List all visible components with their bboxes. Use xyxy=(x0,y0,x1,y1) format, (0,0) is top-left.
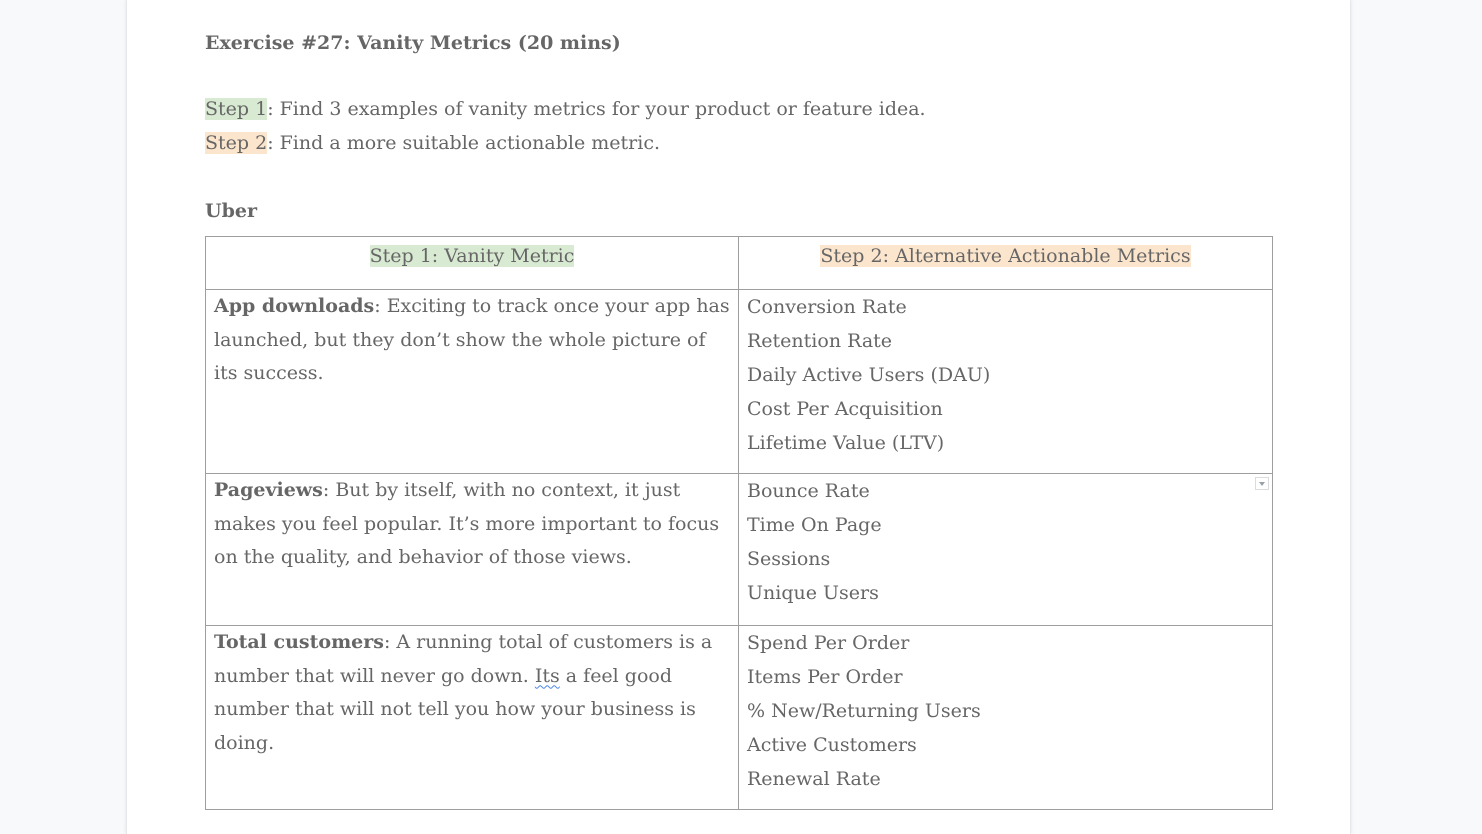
vanity-description xyxy=(214,474,730,575)
table-row xyxy=(206,626,1273,810)
header-cell-vanity[interactable] xyxy=(206,237,739,290)
metrics-table xyxy=(205,236,1273,810)
metric-item: Sessions xyxy=(747,548,831,570)
vanity-term: Pageviews xyxy=(214,479,323,501)
metrics-cell[interactable] xyxy=(739,290,1273,474)
metric-item: Conversion Rate xyxy=(747,296,907,318)
vanity-cell[interactable] xyxy=(206,474,739,626)
section-heading: Uber xyxy=(205,200,257,222)
metric-item: Spend Per Order xyxy=(747,632,910,654)
step-1-line xyxy=(205,98,926,120)
exercise-title: Exercise #27: Vanity Metrics (20 mins) xyxy=(205,32,621,54)
vanity-term: App downloads xyxy=(214,295,375,317)
metric-item: Items Per Order xyxy=(747,666,903,688)
metric-item: Daily Active Users (DAU) xyxy=(747,364,991,386)
step-1-text: : Find 3 examples of vanity metrics for your product or feature idea. xyxy=(267,98,926,120)
table-row xyxy=(206,290,1273,474)
vanity-description xyxy=(214,626,730,760)
spellcheck-flagged-word[interactable]: Its xyxy=(534,664,560,687)
header-actionable-label: Step 2: Alternative Actionable Metrics xyxy=(820,245,1191,267)
metric-item: Bounce Rate xyxy=(747,480,870,502)
metrics-cell[interactable] xyxy=(739,626,1273,810)
chevron-down-icon[interactable] xyxy=(1255,477,1269,490)
step-1-label: Step 1 xyxy=(205,98,268,120)
metric-item: Lifetime Value (LTV) xyxy=(747,432,945,454)
metric-item: Renewal Rate xyxy=(747,768,881,790)
metric-item: % New/Returning Users xyxy=(747,700,981,722)
metrics-cell[interactable] xyxy=(739,474,1273,626)
metric-item: Retention Rate xyxy=(747,330,893,352)
vanity-desc: : But by itself, with no context, it just makes you feel popular. It’s more important to focus on the quality, and behavior of those views. xyxy=(214,479,720,568)
vanity-cell[interactable] xyxy=(206,290,739,474)
header-vanity-label: Step 1: Vanity Metric xyxy=(369,245,575,267)
vanity-desc-after: a feel good number that will not tell you how your business is doing. xyxy=(214,664,696,754)
vanity-description xyxy=(214,290,730,391)
step-2-line xyxy=(205,132,660,154)
document-page xyxy=(126,0,1351,834)
header-cell-actionable[interactable] xyxy=(739,237,1273,290)
metric-item: Unique Users xyxy=(747,582,879,604)
table-header-row xyxy=(206,237,1273,290)
vanity-term: Total customers xyxy=(214,631,384,653)
step-2-text: : Find a more suitable actionable metric. xyxy=(267,132,661,154)
vanity-desc-before: : A running total of customers is a number that will never go down. xyxy=(214,631,713,687)
vanity-desc: : Exciting to track once your app has launched, but they don’t show the whole picture of its success. xyxy=(214,295,730,384)
metric-item: Active Customers xyxy=(747,734,917,756)
metric-item: Cost Per Acquisition xyxy=(747,398,943,420)
table-row xyxy=(206,474,1273,626)
metric-item: Time On Page xyxy=(747,514,882,536)
step-2-label: Step 2 xyxy=(205,132,268,154)
vanity-cell[interactable] xyxy=(206,626,739,810)
